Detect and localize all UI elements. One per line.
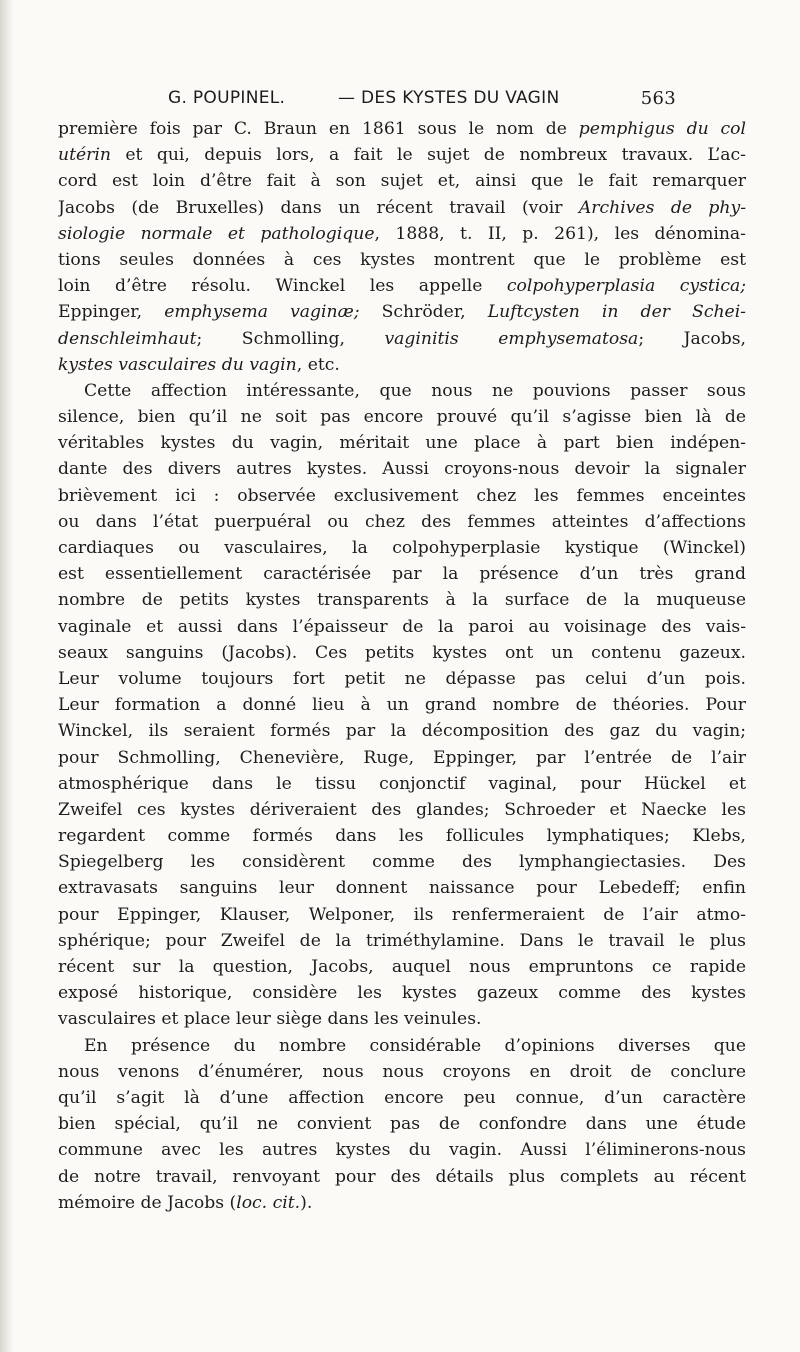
text-segment: ; Schmolling, <box>196 328 385 349</box>
text-segment: bien spécial, qu’il ne convient pas de confondre dans une étude <box>58 1114 746 1135</box>
italic-text: utérin <box>58 145 111 166</box>
text-line <box>58 535 746 561</box>
text-segment: de notre travail, renvoyant pour des détails plus complets au récent <box>58 1166 746 1187</box>
text-segment: tions seules données à ces kystes montrent que le problème est <box>58 249 746 270</box>
text-line <box>58 980 746 1006</box>
text-line <box>58 771 746 797</box>
page-number: 563 <box>640 88 676 109</box>
text-segment: Winckel, ils seraient formés par la décomposition des gaz du vagin; <box>58 721 746 742</box>
text-line <box>58 954 746 980</box>
text-segment: exposé historique, considère les kystes gazeux comme des kystes <box>58 983 746 1004</box>
italic-text: Luftcysten in der Schei- <box>487 302 746 323</box>
text-segment: pour Eppinger, Klauser, Welponer, ils renfermeraient de l’air atmo- <box>58 904 746 925</box>
text-line <box>58 1137 746 1163</box>
text-line <box>58 587 746 613</box>
text-line <box>58 326 746 352</box>
text-line <box>58 666 746 692</box>
text-segment: ). <box>300 1192 313 1213</box>
text-line <box>58 299 746 325</box>
text-segment: sphérique; pour Zweifel de la triméthylamine. Dans le travail le plus <box>58 930 746 951</box>
text-segment: Spiegelberg les considèrent comme des lymphangiectasies. Des <box>58 852 746 873</box>
body-text <box>58 116 746 1216</box>
text-line <box>58 1111 746 1137</box>
text-line <box>58 1059 746 1085</box>
text-line <box>58 561 746 587</box>
text-segment: qu’il s’agit là d’une affection encore peu connue, d’un caractère <box>58 1087 746 1108</box>
text-line <box>58 509 746 535</box>
text-segment: Zweifel ces kystes dériveraient des glandes; Schroeder et Naecke les <box>58 799 746 820</box>
text-line <box>58 797 746 823</box>
text-segment: brièvement ici : observée exclusivement chez les femmes enceintes <box>58 485 746 506</box>
text-line <box>58 849 746 875</box>
text-line <box>58 1164 746 1190</box>
text-line <box>58 1033 746 1059</box>
text-line <box>58 168 746 194</box>
text-line <box>58 247 746 273</box>
text-line <box>58 483 746 509</box>
text-line <box>58 142 746 168</box>
text-segment: Jacobs (de Bruxelles) dans un récent travail (voir <box>58 197 579 218</box>
text-segment: cardiaques ou vasculaires, la colpohyperplasie kystique (Winckel) <box>58 538 746 558</box>
text-segment: Leur formation a donné lieu à un grand nombre de théories. Pour <box>58 695 746 716</box>
text-segment: dante des divers autres kystes. Aussi croyons-nous devoir la signaler <box>58 459 746 480</box>
text-line <box>58 195 746 221</box>
text-line <box>58 718 746 744</box>
text-segment: commune avec les autres kystes du vagin. Aussi l’éliminerons-nous <box>58 1140 746 1161</box>
text-segment: cord est loin d’être fait à son sujet et, ainsi que le fait remarquer <box>58 171 746 192</box>
text-segment: Eppinger, <box>58 302 165 323</box>
text-line <box>58 430 746 456</box>
header-author: G. POUPINEL. <box>168 88 286 108</box>
text-line <box>58 902 746 928</box>
text-segment: extravasats sanguins leur donnent naissance pour Lebedeff; enfin <box>58 878 746 899</box>
text-segment: , 1888, t. II, p. 261), les dénomina- <box>374 223 746 244</box>
text-line <box>58 378 746 404</box>
text-line <box>58 614 746 640</box>
text-line <box>58 456 746 482</box>
text-line <box>58 221 746 247</box>
header-title: — DES KYSTES DU VAGIN <box>338 88 560 108</box>
text-segment: vasculaires et place leur siège dans les veinules. <box>58 1009 482 1030</box>
text-line <box>58 692 746 718</box>
text-segment: nous venons d’énumérer, nous nous croyons en droit de conclure <box>58 1061 746 1082</box>
text-line <box>58 875 746 901</box>
text-line <box>58 1190 746 1216</box>
text-segment: , etc. <box>296 354 340 375</box>
italic-text: Archives de phy- <box>578 197 746 218</box>
text-segment: ; Jacobs, <box>638 328 746 349</box>
text-segment: est essentiellement caractérisée par la présence d’un très grand <box>58 564 746 585</box>
text-line <box>58 404 746 430</box>
text-segment: récent sur la question, Jacobs, auquel nous empruntons ce rapide <box>58 957 746 977</box>
text-line <box>58 1006 746 1032</box>
italic-text: colpohyperplasia cystica; <box>506 276 746 297</box>
text-segment: mémoire de Jacobs ( <box>58 1192 237 1213</box>
text-segment: En présence du nombre considérable d’opinions diverses que <box>84 1035 746 1056</box>
italic-text: denschleimhaut <box>58 328 197 349</box>
text-segment: pour Schmolling, Chenevière, Ruge, Eppinger, par l’entrée de l’air <box>58 747 746 768</box>
running-header <box>168 88 676 112</box>
italic-text: vaginitis emphysematosa <box>384 328 639 349</box>
text-segment: silence, bien qu’il ne soit pas encore prouvé qu’il s’agisse bien là de <box>58 407 746 428</box>
text-segment: seaux sanguins (Jacobs). Ces petits kystes ont un contenu gazeux. <box>58 642 746 663</box>
text-line <box>58 745 746 771</box>
page-edge-shadow <box>0 0 14 1352</box>
italic-text: kystes vasculaires du vagin <box>58 354 297 375</box>
text-segment: première fois par C. Braun en 1861 sous le nom de <box>58 119 579 139</box>
italic-text: siologie normale et pathologique <box>58 223 375 244</box>
text-line <box>58 640 746 666</box>
text-line <box>58 928 746 954</box>
text-segment: et qui, depuis lors, a fait le sujet de nombreux travaux. L’ac- <box>110 145 746 166</box>
text-segment: ou dans l’état puerpuéral ou chez des femmes atteintes d’affections <box>58 511 746 532</box>
text-segment: Schröder, <box>359 302 488 323</box>
text-segment: regardent comme formés dans les follicules lymphatiques; Klebs, <box>58 826 746 847</box>
text-line <box>58 823 746 849</box>
text-line <box>58 116 746 142</box>
text-line <box>58 1085 746 1111</box>
text-segment: loin d’être résolu. Winckel les appelle <box>58 276 507 297</box>
text-segment: vaginale et aussi dans l’épaisseur de la paroi au voisinage des vais- <box>58 616 746 637</box>
text-segment: atmosphérique dans le tissu conjonctif vaginal, pour Hückel et <box>58 773 746 794</box>
italic-text: loc. cit. <box>236 1192 301 1213</box>
text-segment: véritables kystes du vagin, méritait une place à part bien indépen- <box>58 433 746 454</box>
text-segment: Cette affection intéressante, que nous ne pouvions passer sous <box>84 380 746 401</box>
text-line <box>58 273 746 299</box>
text-line <box>58 352 746 378</box>
italic-text: pemphigus du col <box>578 119 746 139</box>
text-segment: Leur volume toujours fort petit ne dépasse pas celui d’un pois. <box>58 668 746 689</box>
italic-text: emphysema vaginæ; <box>164 302 360 323</box>
text-segment: nombre de petits kystes transparents à la surface de la muqueuse <box>58 590 746 611</box>
